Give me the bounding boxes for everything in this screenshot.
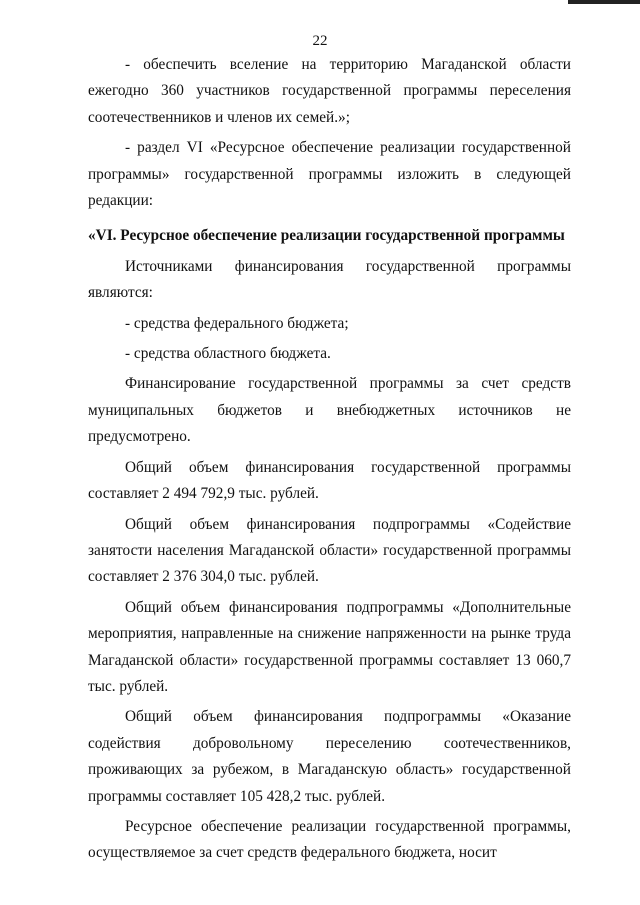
paragraph-funding-sources: Источниками финансирования государственной программы являются:: [88, 257, 571, 302]
paragraph-section-amendment: - раздел VI «Ресурсное обеспечение реализации государственной программы» государственной программы изложить в следующей редакции:: [88, 139, 571, 210]
corner-scan-mark: [568, 0, 640, 4]
paragraph-federal-resources: Ресурсное обеспечение реализации государственной программы, осуществляемое за счет средств федерального бюджета, носит: [88, 817, 571, 862]
paragraph-resettlement-subprogram: Общий объем финансирования подпрограммы «Оказание содействия добровольному переселению соотечественников, проживающих за рубежом, в Магаданскую область» государственной программы составляет 105 428,2 тыс. рублей.: [88, 708, 571, 805]
list-item-regional-budget: - средства областного бюджета.: [125, 345, 331, 363]
paragraph-settlement-target: - обеспечить вселение на территорию Магаданской области ежегодно 360 участников государственной программы переселения соотечественников и членов их семей.»;: [88, 56, 571, 126]
paragraph-municipal-funding: Финансирование государственной программы за счет средств муниципальных бюджетов и внебюджетных источников не предусмотрено.: [88, 375, 571, 446]
paragraph-employment-subprogram: Общий объем финансирования подпрограммы «Содействие занятости населения Магаданской области» государственной программы составляет 2 376 304,0 тыс. рублей.: [88, 515, 571, 586]
document-body: [88, 52, 571, 867]
paragraph-labor-market-subprogram: Общий объем финансирования подпрограммы «Дополнительные мероприятия, направленные на снижение напряженности на рынке труда Магаданской области» государственной программы составляет 13 060,7 тыс. рублей.: [88, 598, 571, 695]
page-number: 22: [312, 33, 328, 49]
paragraph-total-funding: Общий объем финансирования государственной программы составляет 2 494 792,9 тыс. рублей.: [88, 458, 571, 503]
list-item-federal-budget: - средства федерального бюджета;: [125, 314, 349, 332]
section-heading: «VI. Ресурсное обеспечение реализации государственной программы: [88, 227, 565, 245]
